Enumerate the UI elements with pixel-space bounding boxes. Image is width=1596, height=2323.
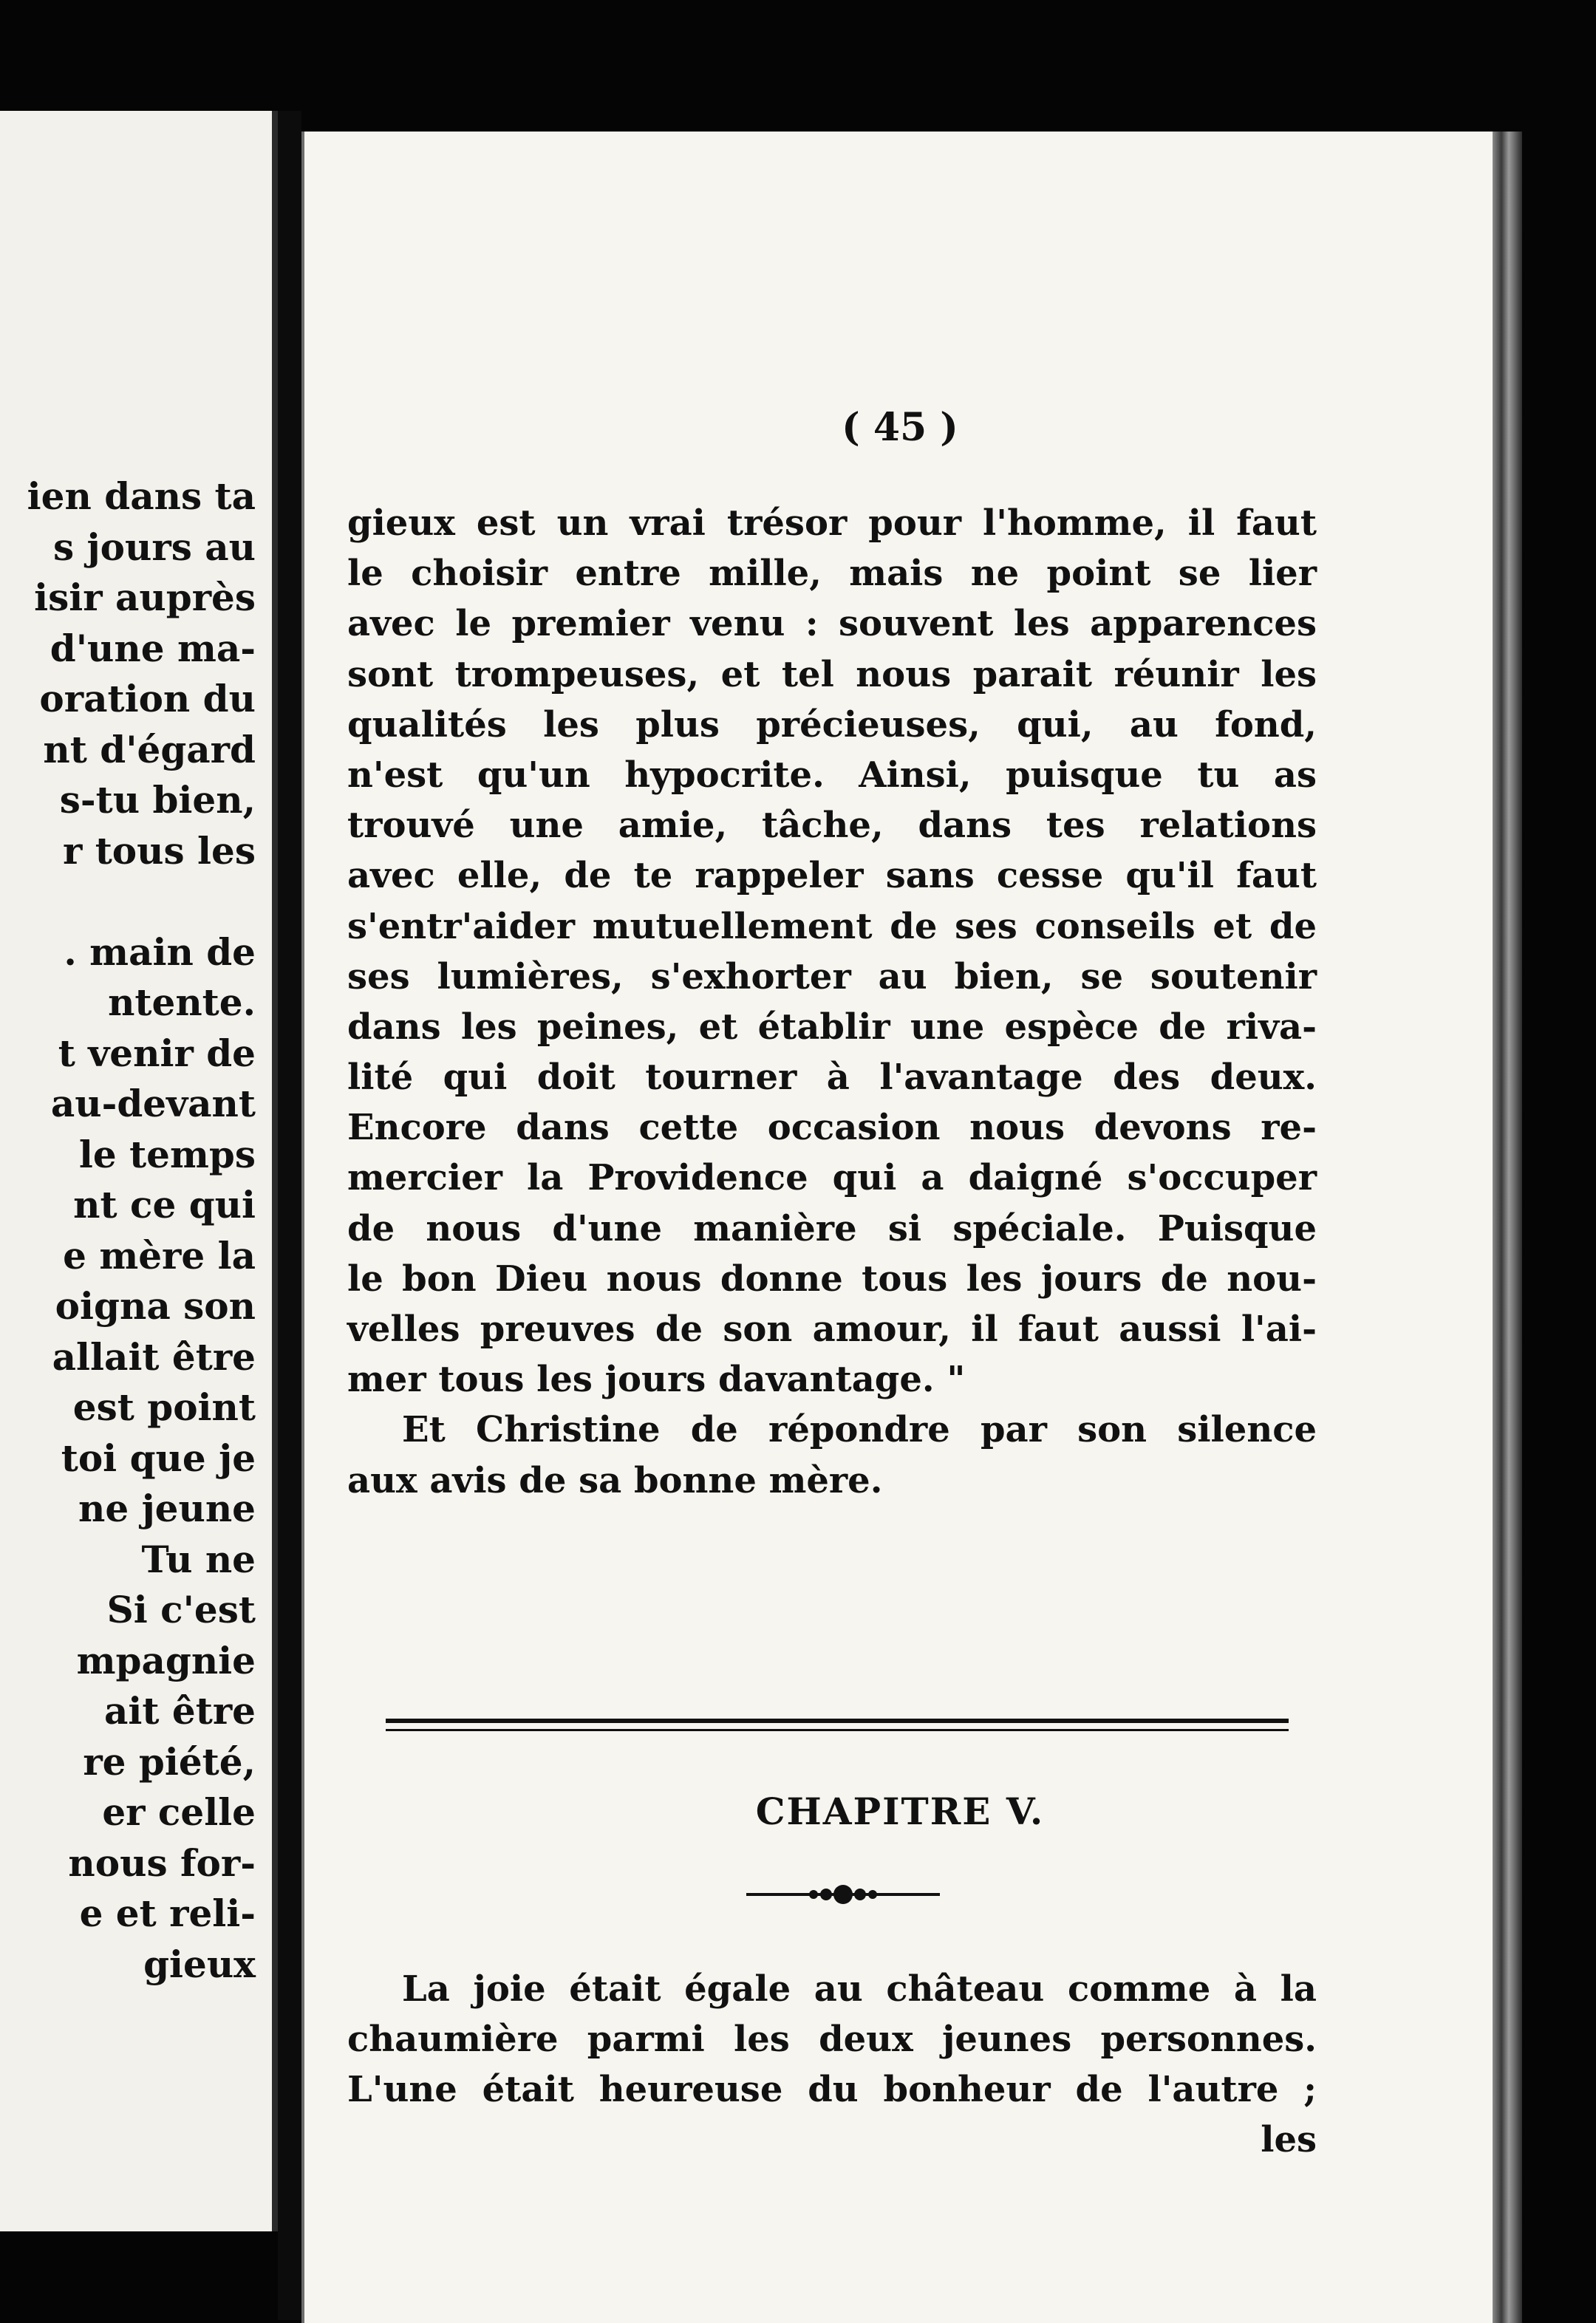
chapter-text (347, 1964, 1317, 2165)
text-line: lité qui doit tourner à l'avantage des deux. (347, 1057, 1317, 1099)
facing-line: ien dans ta (27, 474, 256, 518)
text-line: le choisir entre mille, mais ne point se lier (347, 553, 1317, 595)
text-line: avec le premier venu : souvent les apparences (347, 603, 1317, 645)
facing-line: er celle (102, 1790, 256, 1834)
facing-line: allait être (52, 1334, 256, 1379)
text-line: aux avis de sa bonne mère. (347, 1459, 883, 1501)
facing-line: d'une ma- (50, 626, 256, 670)
text-line: chaumière parmi les deux jeunes personnes. (347, 2019, 1317, 2060)
facing-line: toi que je (61, 1436, 256, 1480)
text-line: velles preuves de son amour, il faut aussi l'ai- (347, 1309, 1317, 1350)
text-line: La joie était égale au château comme à la (402, 1968, 1317, 2010)
facing-line: nt d'égard (43, 727, 256, 771)
facing-line: e mère la (63, 1233, 256, 1278)
ornament-divider (743, 1880, 943, 1909)
text-line: de nous d'une manière si spéciale. Puisque (347, 1207, 1317, 1249)
facing-line: oration du (39, 677, 256, 720)
page-number: ( 45 ) (842, 405, 958, 450)
facing-line: oigna son (55, 1284, 256, 1328)
facing-line: isir auprès (34, 576, 256, 619)
main-page (301, 132, 1496, 2323)
facing-line (27, 876, 256, 927)
text-line: trouvé une amie, tâche, dans tes relations (347, 805, 1317, 847)
facing-line: s-tu bien, (59, 778, 256, 822)
facing-line: t venir de (58, 1031, 256, 1075)
facing-line: re piété, (83, 1739, 256, 1784)
facing-line: ne jeune (78, 1487, 256, 1530)
text-line: mercier la Providence qui a daigné s'occuper (347, 1157, 1317, 1199)
text-line: gieux est un vrai trésor pour l'homme, il faut (347, 502, 1317, 544)
text-line: qualités les plus précieuses, qui, au fond, (347, 703, 1317, 746)
body-text (347, 498, 1317, 1506)
facing-line: au-devant (50, 1082, 256, 1125)
facing-line: nt ce qui (73, 1183, 256, 1227)
facing-page-text (27, 471, 256, 1990)
facing-line: r tous les (62, 828, 256, 873)
chapter-title: CHAPITRE V. (755, 1790, 1045, 1833)
text-line: n'est qu'un hypocrite. Ainsi, puisque tu as (347, 754, 1317, 796)
facing-line: ait être (104, 1689, 256, 1733)
text-line: ses lumières, s'exhorter au bien, se soutenir (347, 955, 1317, 997)
chapter-divider-rule (386, 1719, 1289, 1723)
text-line: sont trompeuses, et tel nous parait réunir les (347, 653, 1317, 695)
text-line: mer tous les jours davantage. " (347, 1359, 966, 1401)
catchword: les (1261, 2119, 1317, 2160)
facing-line: gieux (143, 1942, 256, 1986)
facing-line: est point (72, 1385, 256, 1429)
facing-line: s jours au (53, 525, 256, 569)
text-line: L'une était heureuse du bonheur de l'autre ; (347, 2069, 1317, 2110)
page-edge (1493, 132, 1522, 2323)
facing-line: le temps (78, 1132, 256, 1176)
text-line: le bon Dieu nous donne tous les jours de nou- (347, 1258, 1317, 1300)
facing-line: nous for- (68, 1841, 256, 1885)
text-line: Et Christine de répondre par son silence (402, 1409, 1317, 1451)
facing-line: e et reli- (79, 1892, 256, 1935)
chapter-divider-rule-thin (386, 1729, 1289, 1731)
text-line: s'entr'aider mutuellement de ses conseils et de (347, 905, 1317, 947)
facing-line: Tu ne (141, 1537, 256, 1581)
facing-line: Si c'est (106, 1588, 256, 1631)
facing-line: ntente. (108, 980, 256, 1024)
facing-line: mpagnie (76, 1638, 256, 1682)
text-line: dans les peines, et établir une espèce de riva- (347, 1006, 1317, 1048)
text-line: Encore dans cette occasion nous devons re- (347, 1107, 1317, 1149)
book-gutter (278, 111, 301, 2320)
text-line: avec elle, de te rappeler sans cesse qu'il faut (347, 855, 1317, 897)
facing-line: . main de (64, 929, 256, 974)
facing-page (0, 111, 278, 2231)
